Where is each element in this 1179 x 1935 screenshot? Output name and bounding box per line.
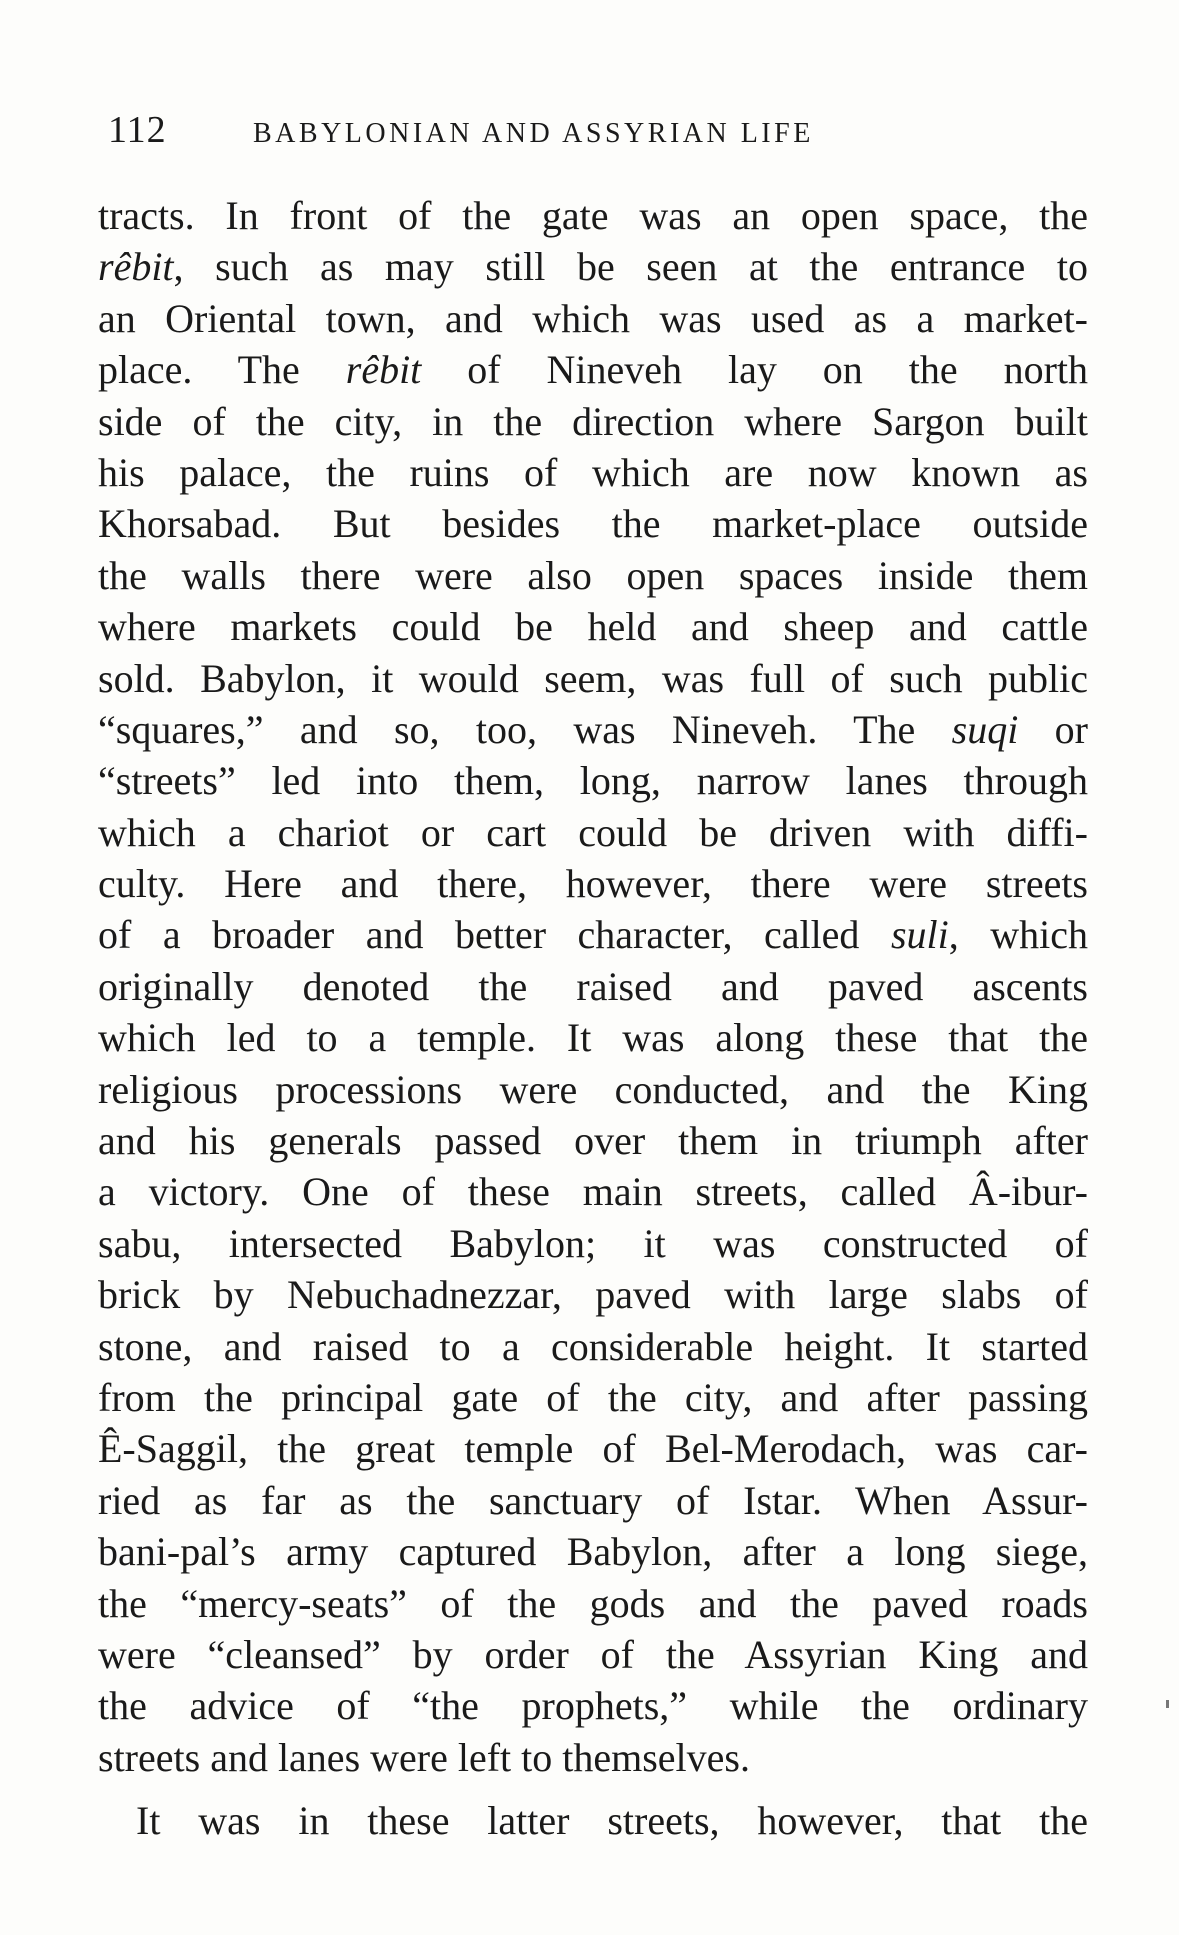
text-line: and his generals passed over them in triumph after xyxy=(98,1118,1088,1164)
text-line: Ê-Saggil, the great temple of Bel-Merodach, was car- xyxy=(98,1426,1088,1472)
text-line: were “cleansed” by order of the Assyrian King and xyxy=(98,1631,1088,1677)
text-line: ried as far as the sanctuary of Istar. When Assur- xyxy=(98,1477,1088,1523)
text-line: place. The rêbit of Nineveh lay on the north xyxy=(98,347,1088,393)
running-title: BABYLONIAN AND ASSYRIAN LIFE xyxy=(253,118,814,149)
text-line: the advice of “the prophets,” while the ordinary xyxy=(98,1683,1088,1729)
text-line: brick by Nebuchadnezzar, paved with large slabs of xyxy=(98,1272,1088,1318)
text-line: side of the city, in the direction where Sargon built xyxy=(98,398,1088,444)
paragraph-last-line: streets and lanes were left to themselves. xyxy=(98,1734,750,1780)
text-line: his palace, the ruins of which are now known as xyxy=(98,449,1088,495)
text-line: “streets” led into them, long, narrow lanes through xyxy=(98,758,1088,804)
text-line: rêbit, such as may still be seen at the entrance to xyxy=(98,244,1088,290)
text-line: stone, and raised to a considerable height. It started xyxy=(98,1323,1088,1369)
text-line: an Oriental town, and which was used as a market- xyxy=(98,295,1088,341)
text-line: the walls there were also open spaces inside them xyxy=(98,552,1088,598)
body-text xyxy=(98,190,1088,1847)
text-line: Khorsabad. But besides the market-place outside xyxy=(98,501,1088,547)
text-line: from the principal gate of the city, and after passing xyxy=(98,1374,1088,1420)
running-head xyxy=(108,108,938,152)
text-line: where markets could be held and sheep and cattle xyxy=(98,604,1088,650)
text-line: the “mercy-seats” of the gods and the paved roads xyxy=(98,1580,1088,1626)
text-line: bani-pal’s army captured Babylon, after a long siege, xyxy=(98,1529,1088,1575)
text-line: a victory. One of these main streets, called Â-ibur- xyxy=(98,1169,1088,1215)
text-line: “squares,” and so, too, was Nineveh. The suqi or xyxy=(98,706,1088,752)
text-line: culty. Here and there, however, there were streets xyxy=(98,861,1088,907)
text-line: sold. Babylon, it would seem, was full of such public xyxy=(98,655,1088,701)
text-line: religious processions were conducted, and the King xyxy=(98,1066,1088,1112)
paragraph-first-line: It was in these latter streets, however, that the xyxy=(136,1798,1088,1844)
text-line: tracts. In front of the gate was an open space, the xyxy=(98,193,1088,238)
text-line: which a chariot or cart could be driven with diffi- xyxy=(98,809,1088,855)
text-line: originally denoted the raised and paved ascents xyxy=(98,963,1088,1009)
text-line: which led to a temple. It was along these that the xyxy=(98,1015,1088,1061)
page-number: 112 xyxy=(108,109,167,151)
text-line: of a broader and better character, called suli, which xyxy=(98,912,1088,958)
scan-speck xyxy=(1166,1700,1169,1708)
text-line: sabu, intersected Babylon; it was constructed of xyxy=(98,1220,1088,1266)
